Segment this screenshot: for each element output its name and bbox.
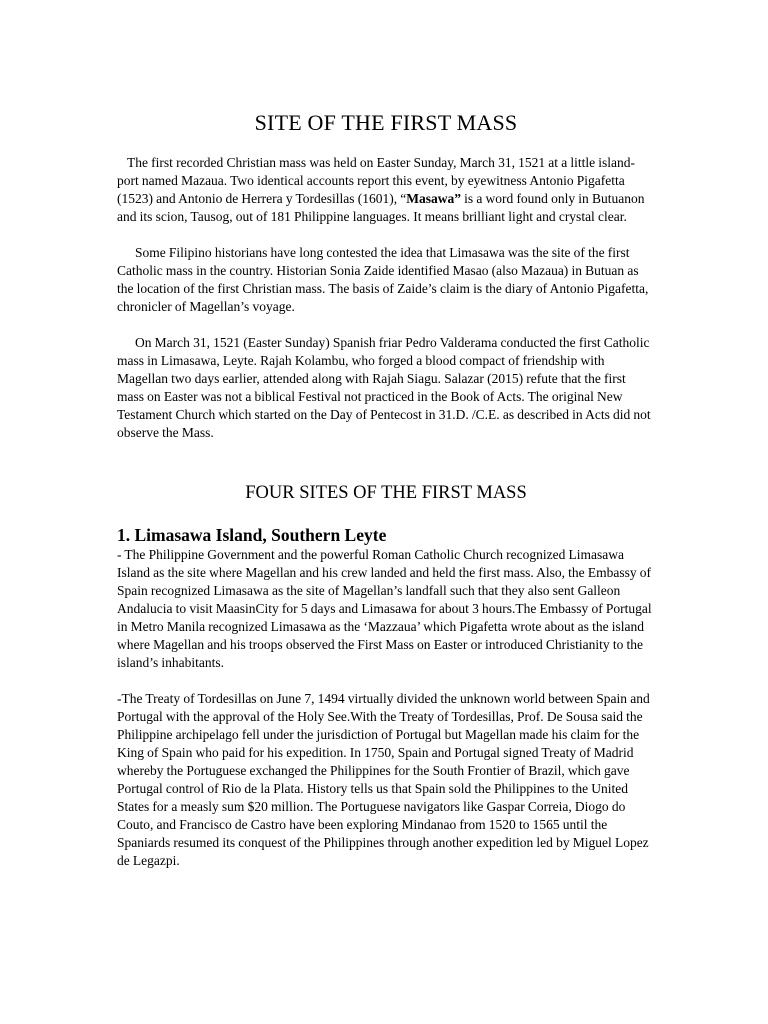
paragraph-text: is a word found only in Butuanon and its scion, Tausog, out of 181 Philippine languages. It means brilliant light and crystal clear. xyxy=(117,191,645,224)
paragraph-limasawa-mass xyxy=(117,334,655,442)
subheading-limasawa: 1. Limasawa Island, Southern Leyte xyxy=(117,525,387,545)
paragraph-text: On March 31, 1521 (Easter Sunday) Spanish friar Pedro Valderama conducted the first Catholic mass in Limasawa, Leyte. Rajah Kolambu, who forged a blood compact of friendship with Magellan two days earlier, attended along with Rajah Siagu. Salazar (2015) refute that the first mass on Easter was not a biblical Festival not practiced in the Book of Acts. The original New Testament Church which started on the Day of Pentecost in 31.D. /C.E. as described in Acts did not observe the Mass. xyxy=(117,335,651,440)
paragraph-government-recognition: - The Philippine Government and the powerful Roman Catholic Church recognized Limasawa Island as the site where Magellan and his crew landed and held the first mass. Also, the Embassy of Spain recognized Limasawa as the site of Magellan’s landfall such that they also sent Galleon Andalucia to visit MaasinCity for 5 days and Limasawa for about 3 hours.The Embassy of Portugal in Metro Manila recognized Limasawa as the ‘Mazzaua’ which Pigafetta wrote about as the island where Magellan and his troops observed the First Mass on Easter or introduced Christianity to the island’s inhabitants. xyxy=(117,547,652,670)
document-content xyxy=(117,108,655,870)
paragraph-historians-contest xyxy=(117,244,655,316)
paragraph-text: The first recorded Christian mass was held on Easter Sunday, March 31, 1521 at a little island-port named Mazaua. Two identical accounts report this event, by eyewitness Antonio Pigafetta (1523) and Antonio de Herrera y Tordesillas (1601), “ xyxy=(117,155,636,206)
paragraph-wrapper xyxy=(117,690,655,870)
document-title: SITE OF THE FIRST MASS xyxy=(254,110,518,135)
paragraph-first-mass-date xyxy=(117,154,655,226)
section-title: FOUR SITES OF THE FIRST MASS xyxy=(245,483,527,503)
paragraph-text: Some Filipino historians have long contested the idea that Limasawa was the site of the first Catholic mass in the country. Historian Sonia Zaide identified Masao (also Mazaua) in Butuan as the location of the first Christian mass. The basis of Zaide’s claim is the diary of Antonio Pigafetta, chronicler of Magellan’s voyage. xyxy=(117,245,649,314)
masawa-term: Masawa” xyxy=(406,191,461,206)
paragraph-treaty-tordesillas: -The Treaty of Tordesillas on June 7, 1494 virtually divided the unknown world between Spain and Portugal with the approval of the Holy See.With the Treaty of Tordesillas, Prof. De Sousa said the Philippine archipelago fell under the jurisdiction of Portugal but Magellan made his claim for the King of Spain who paid for his expedition. In 1750, Spain and Portugal signed Treaty of Madrid whereby the Portuguese exchanged the Philippines for the South Frontier of Brazil, which gave Portugal control of Rio de la Plata. History tells us that Spain sold the Philippines to the United States for a measly sum $20 million. The Portuguese navigators like Gaspar Correia, Diogo do Couto, and Francisco de Castro have been exploring Mindanao from 1520 to 1565 until the Spaniards resumed its conquest of the Philippines through another expedition led by Miguel Lopez de Legazpi. xyxy=(117,691,650,868)
